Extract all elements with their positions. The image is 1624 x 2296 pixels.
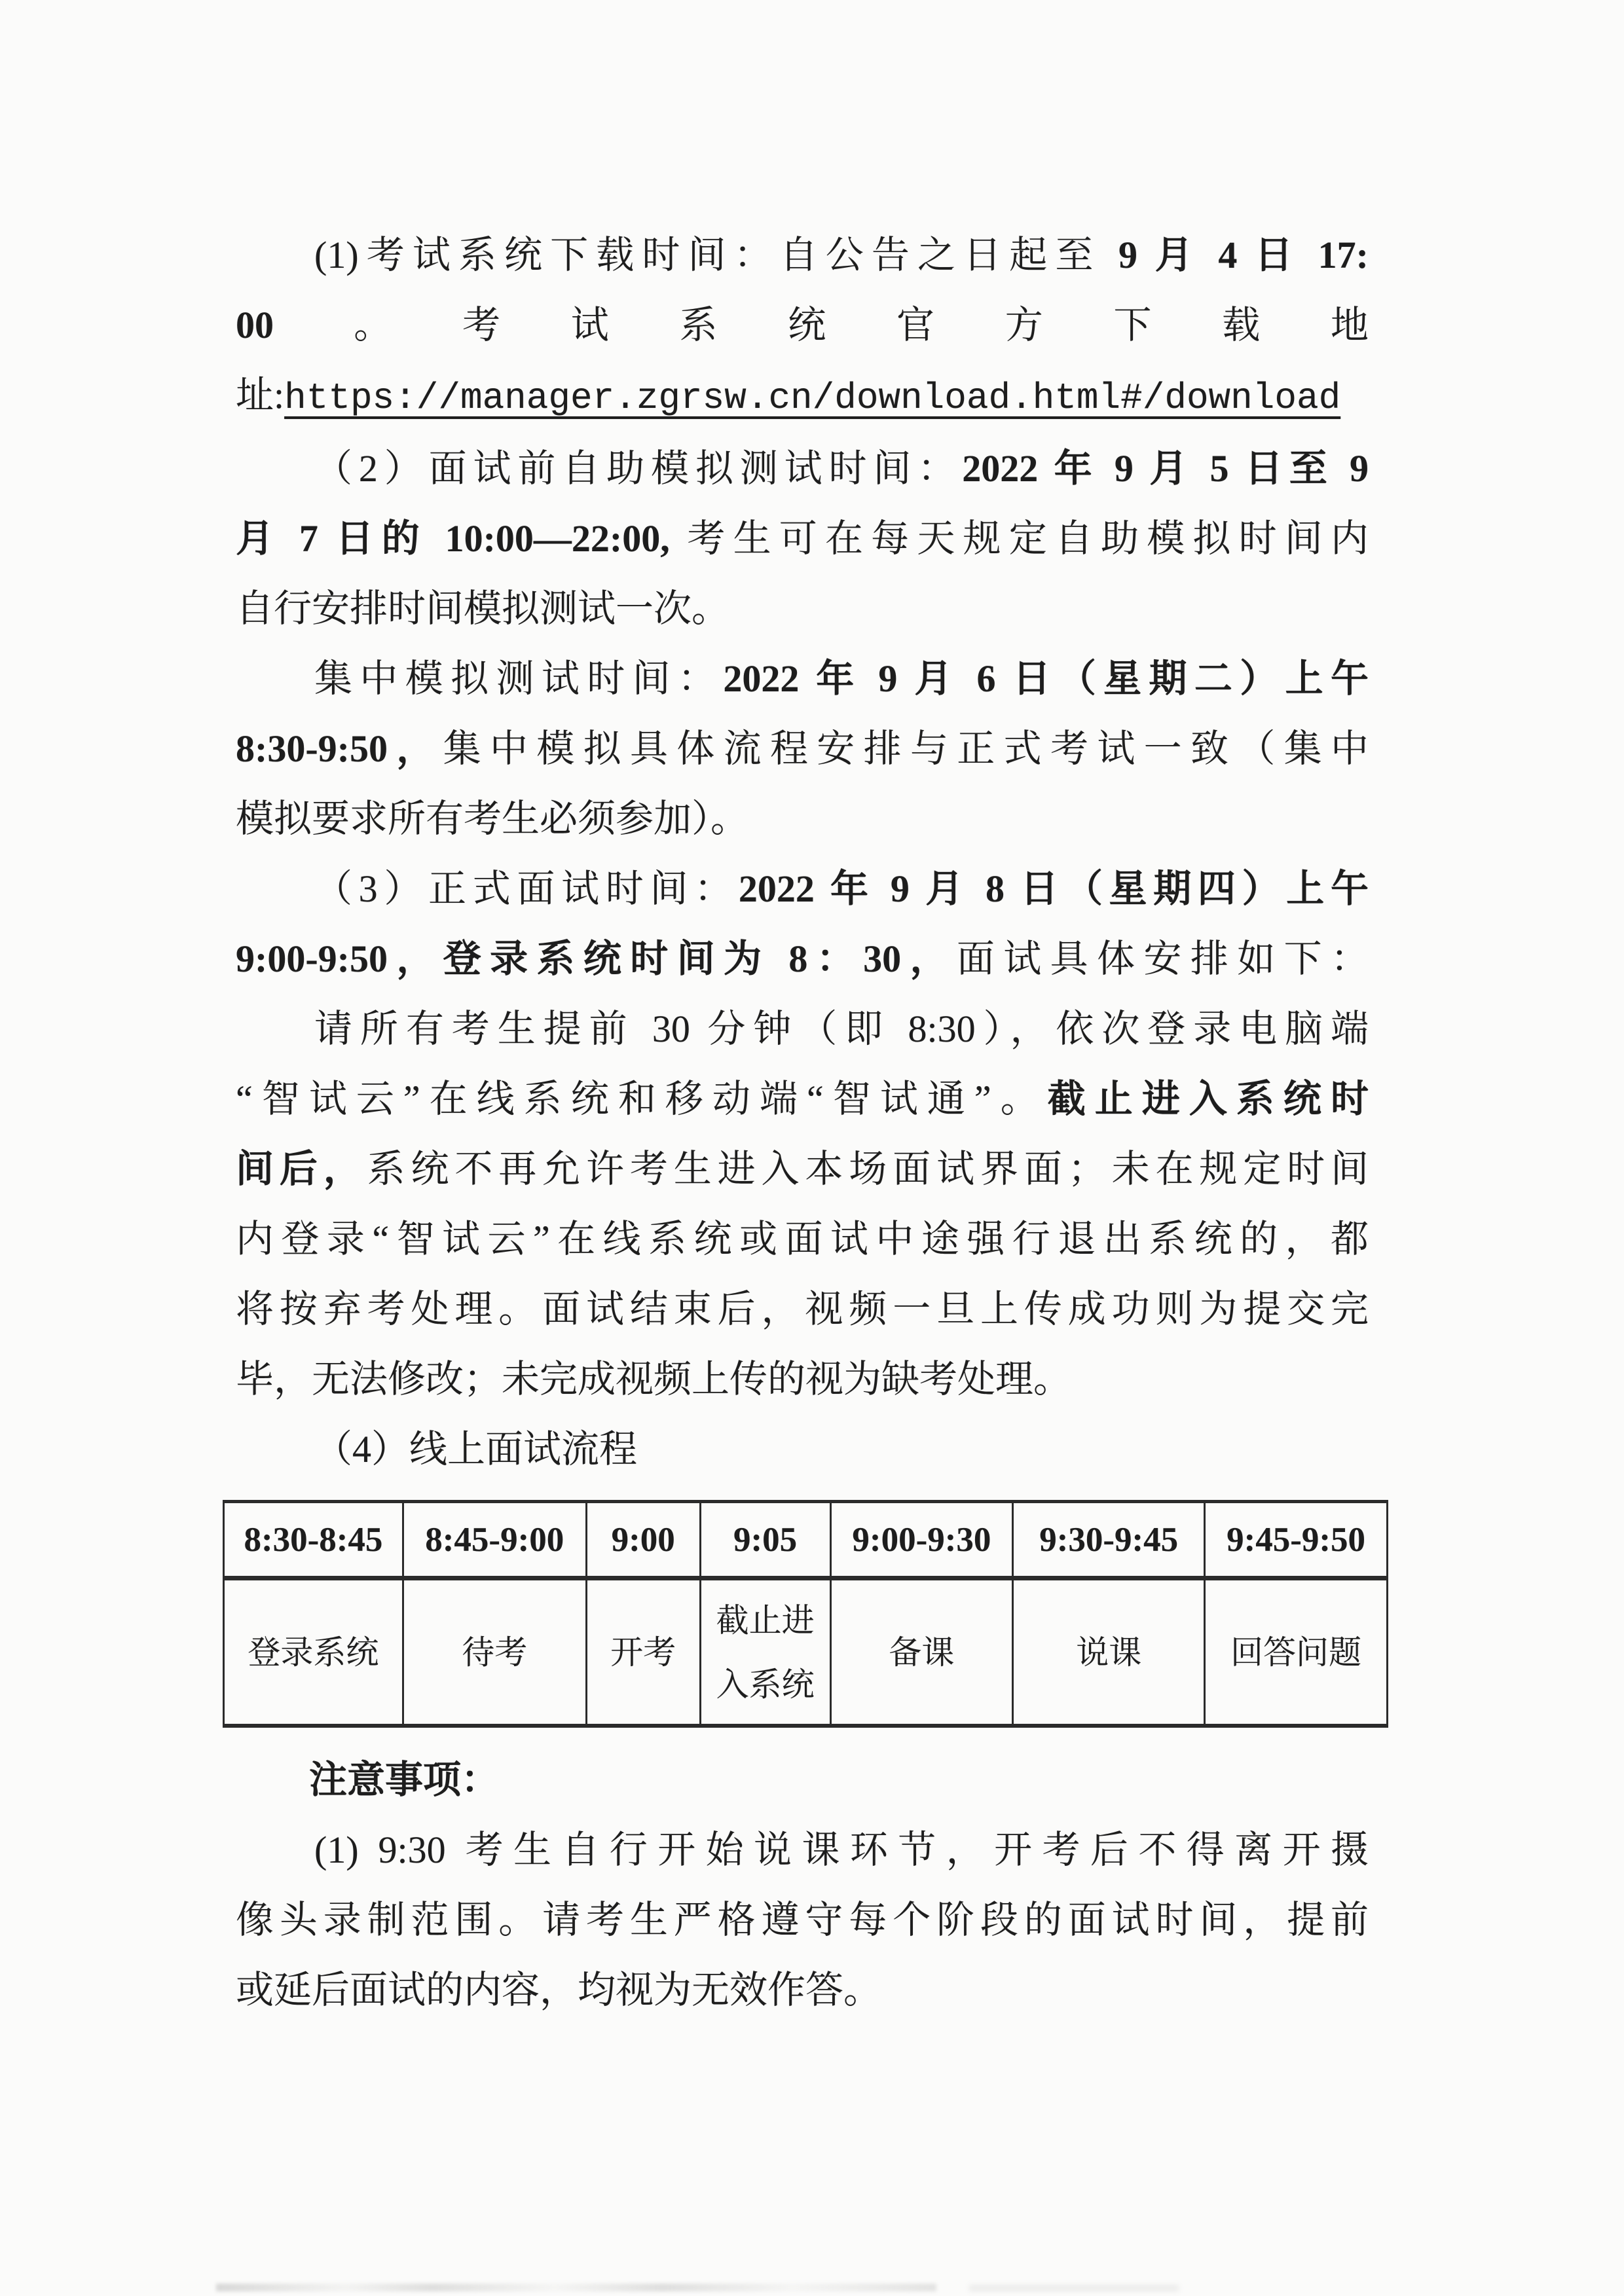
schedule-activity-cell: 登录系统 — [224, 1578, 403, 1726]
text-segment-bold: 截止进入系统时 — [1047, 1078, 1369, 1120]
text-line — [236, 433, 1369, 503]
schedule-time-header: 9:30-9:45 — [1013, 1502, 1205, 1578]
text-line — [236, 854, 1369, 924]
text-segment-bold: 00 — [236, 304, 274, 346]
text-line — [236, 784, 1369, 854]
schedule-time-header: 8:45-9:00 — [403, 1502, 586, 1578]
scan-smudge-artifact — [216, 2284, 936, 2291]
text-segment: （4）线上面试流程 — [314, 1428, 638, 1470]
text-segment-bold: 2022 年 9 月 6 日（星期二）上午 — [723, 657, 1369, 700]
notes-heading: 注意事项： — [309, 1758, 500, 1801]
text-line — [236, 714, 1369, 784]
text-line — [236, 574, 1369, 644]
text-segment-bold: 2022 年 9 月 8 日（星期四）上午 — [738, 867, 1369, 910]
schedule-activity-cell: 待考 — [403, 1578, 586, 1726]
text-line — [236, 1274, 1369, 1344]
schedule-activity-row — [224, 1578, 1388, 1726]
text-segment: 将按弃考处理。面试结束后，视频一旦上传成功则为提交完 — [236, 1288, 1369, 1330]
schedule-activity-cell: 备课 — [830, 1578, 1013, 1726]
paragraph-note-item-1 — [236, 1815, 1369, 2025]
text-segment-bold: 9:00-9:50，登录系统时间为 8：30， — [236, 938, 957, 980]
paragraph-login-instructions — [236, 994, 1369, 1414]
text-segment: 系统不再允许考生进入本场面试界面；未在规定时间 — [367, 1148, 1369, 1190]
schedule-time-header: 9:00 — [586, 1502, 700, 1578]
text-segment-bold: 8:30-9:50， — [236, 727, 443, 770]
text-segment: 集中模拟具体流程安排与正式考试一致（集中 — [443, 727, 1369, 770]
text-segment: （3）正式面试时间： — [314, 867, 739, 910]
document-content — [236, 220, 1369, 2025]
text-line — [236, 360, 1369, 433]
schedule-activity-cell: 截止进入系统 — [700, 1578, 830, 1726]
text-segment: (1)考试系统下载时间：自公告之日起至 — [314, 234, 1119, 276]
text-segment: （2）面试前自助模拟测试时间： — [314, 447, 963, 490]
text-segment: 模拟要求所有考生必须参加）。 — [236, 797, 749, 840]
schedule-header-row — [224, 1502, 1388, 1578]
text-line — [236, 290, 1369, 360]
text-segment-bold: 9 月 4 日 17: — [1118, 234, 1369, 276]
text-segment-bold: 间后， — [236, 1148, 367, 1190]
download-url-link[interactable]: https://manager.zgrsw.cn/download.html#/download — [284, 377, 1341, 419]
schedule-time-header: 9:00-9:30 — [830, 1502, 1013, 1578]
paragraph-online-process-heading — [236, 1414, 1369, 1484]
schedule-activity-cell: 说课 — [1013, 1578, 1205, 1726]
text-line — [236, 1064, 1369, 1134]
interview-schedule-table — [223, 1500, 1388, 1728]
paragraph-central-mock-test — [236, 644, 1369, 854]
text-segment: 自行安排时间模拟测试一次。 — [236, 587, 730, 630]
text-segment-bold: 月 7 日的 10:00—22:00, — [236, 517, 688, 560]
text-line — [236, 1414, 1369, 1484]
paragraph-exam-system-download — [236, 220, 1369, 433]
text-segment: “智试云”在线系统和移动端“智试通”。 — [236, 1078, 1048, 1120]
text-segment: 考生可在每天规定自助模拟时间内 — [687, 517, 1369, 560]
text-line — [236, 1344, 1369, 1414]
text-segment: 内登录“智试云”在线系统或面试中途强行退出系统的，都 — [236, 1218, 1369, 1260]
schedule-time-header: 9:45-9:50 — [1205, 1502, 1388, 1578]
text-segment: 请所有考生提前 30 分钟（即 8:30），依次登录电脑端 — [314, 1008, 1369, 1050]
text-line — [236, 1134, 1369, 1204]
text-line — [236, 1885, 1369, 1955]
text-line — [236, 994, 1369, 1064]
text-line — [236, 924, 1369, 994]
text-line — [236, 644, 1369, 714]
text-line — [236, 1815, 1369, 1885]
text-segment: 面试具体安排如下： — [956, 938, 1369, 980]
text-segment: 。考试系统官方下载地 — [274, 304, 1369, 346]
paragraph-formal-interview-time — [236, 854, 1369, 994]
schedule-activity-cell: 回答问题 — [1205, 1578, 1388, 1726]
text-segment: 或延后面试的内容，均视为无效作答。 — [236, 1969, 882, 2011]
text-segment-bold: 2022 年 9 月 5 日至 9 — [962, 447, 1369, 490]
text-line — [236, 503, 1369, 574]
text-line — [236, 220, 1369, 290]
text-line — [236, 1204, 1369, 1274]
paragraph-self-mock-test — [236, 433, 1369, 644]
scan-smudge-artifact — [969, 2285, 1179, 2291]
schedule-activity-cell: 开考 — [586, 1578, 700, 1726]
text-segment: 集中模拟测试时间： — [314, 657, 724, 700]
text-segment: 毕，无法修改；未完成视频上传的视为缺考处理。 — [236, 1358, 1072, 1400]
text-segment: (1) 9:30 考生自行开始说课环节，开考后不得离开摄 — [314, 1829, 1369, 1871]
text-segment: 址: — [236, 374, 285, 416]
text-segment: 像头录制范围。请考生严格遵守每个阶段的面试时间，提前 — [236, 1899, 1369, 1941]
text-line — [236, 1955, 1369, 2025]
schedule-time-header: 8:30-8:45 — [224, 1502, 403, 1578]
schedule-time-header: 9:05 — [700, 1502, 830, 1578]
